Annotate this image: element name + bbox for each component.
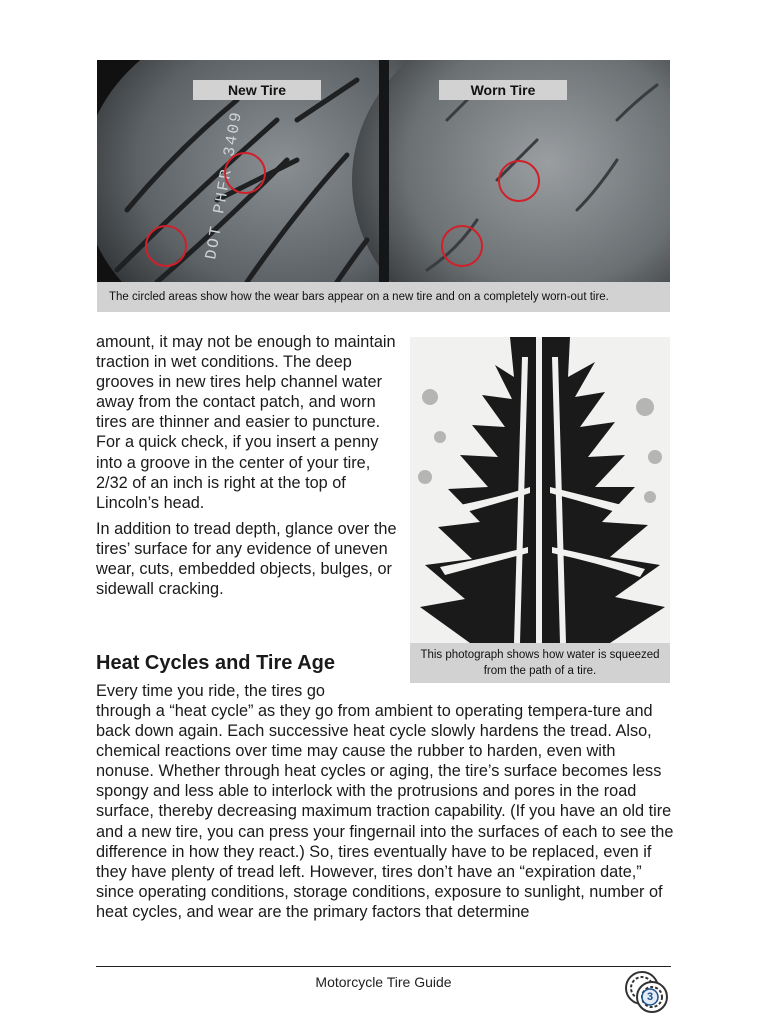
side-figure-caption: This photograph shows how water is squeezed from the path of a tire. <box>410 643 670 683</box>
footer-title: Motorcycle Tire Guide <box>315 974 452 990</box>
paragraph-heat-cycles-start: Every time you ride, the tires go <box>96 682 325 700</box>
new-tire-label: New Tire <box>193 80 321 100</box>
water-tread-image <box>410 337 670 643</box>
paragraph-heat-cycles: through a “heat cycle” as they go from ambient to operating tempera-ture and back down again. Each successive heat cycle slowly hardens the tread. Also, chemical reactions over time may cause the rubber to harden, even with nonuse. Whether through heat cycles or aging, the tire’s surface becomes less spongy and less able to interlock with the protrusions and pores in the road surface, thereby decreasing maximum traction capability. (If you have an old tire and a new tire, you can press your fingernail into the surfaces of each to see the difference in how they react.) So, tires eventually have to be replaced, even if they have plenty of tread left. However, tires don’t have an “expiration date,” since operating conditions, storage conditions, exposure to sunlight, number of heat cycles, and wear are the primary factors that determine <box>96 702 674 921</box>
footer-divider <box>96 966 671 967</box>
paragraph-traction: amount, it may not be enough to maintain traction in wet conditions. The deep grooves in new tires help channel water away from the contact patch, and worn tires are thinner and easier to puncture. For a quick check, if you insert a penny into a groove in the center of your tire, 2/32 of an inch is right at the top of Lincoln’s head. <box>96 333 396 512</box>
paragraph-inspection: In addition to tread depth, glance over the tires’ surface for any evidence of uneven wear, cuts, embedded objects, bulges, or sidewall cracking. <box>96 519 397 599</box>
worn-tire-label: Worn Tire <box>439 80 567 100</box>
tire-comparison-image <box>97 60 670 282</box>
water-tread-photo <box>410 337 670 643</box>
section-heading: Heat Cycles and Tire Age <box>96 652 335 674</box>
tire-comparison-photo <box>97 60 670 282</box>
top-figure-caption: The circled areas show how the wear bars appear on a new tire and on a completely worn-out tire. <box>97 282 670 312</box>
page-number: 3 <box>646 991 654 1003</box>
body-left-column <box>96 332 398 605</box>
sidewall-lettering: DOT PHFR 3409 <box>202 109 247 261</box>
